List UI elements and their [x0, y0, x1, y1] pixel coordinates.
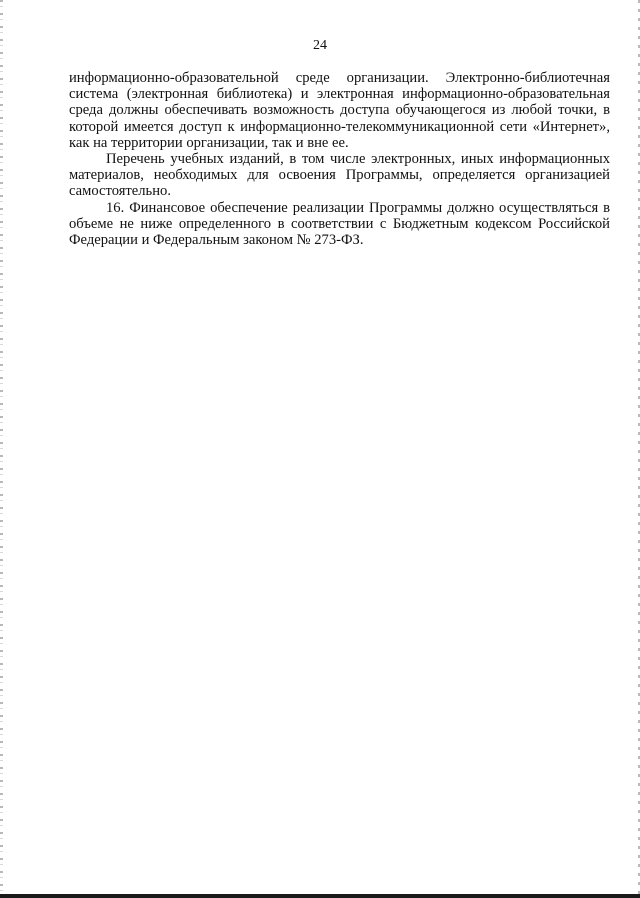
- paragraph-study-materials: Перечень учебных изданий, в том числе электронных, иных информационных материалов, необходимых для освоения Программы, определяется организацией самостоятельно.: [69, 151, 610, 200]
- document-body: [69, 70, 610, 248]
- paragraph-financing: 16. Финансовое обеспечение реализации Программы должно осуществляться в объеме не ниже определенного в соответствии с Бюджетным кодексом Российской Федерации и Федеральным законом № 273-ФЗ.: [69, 199, 610, 249]
- scan-edge-bottom: [0, 894, 640, 898]
- paragraph-continued: информационно-образовательной среде организации. Электронно-библиотечная система (электронная библиотека) и электронная информационно-образовательная среда должны обеспечивать возможность доступа обучающегося из любой точки, в которой имеется доступ к информационно-телекоммуникационной сети «Интернет», как на территории организации, так и вне ее.: [69, 70, 610, 151]
- page-number: 24: [313, 38, 327, 53]
- scan-edge-left: [0, 0, 3, 898]
